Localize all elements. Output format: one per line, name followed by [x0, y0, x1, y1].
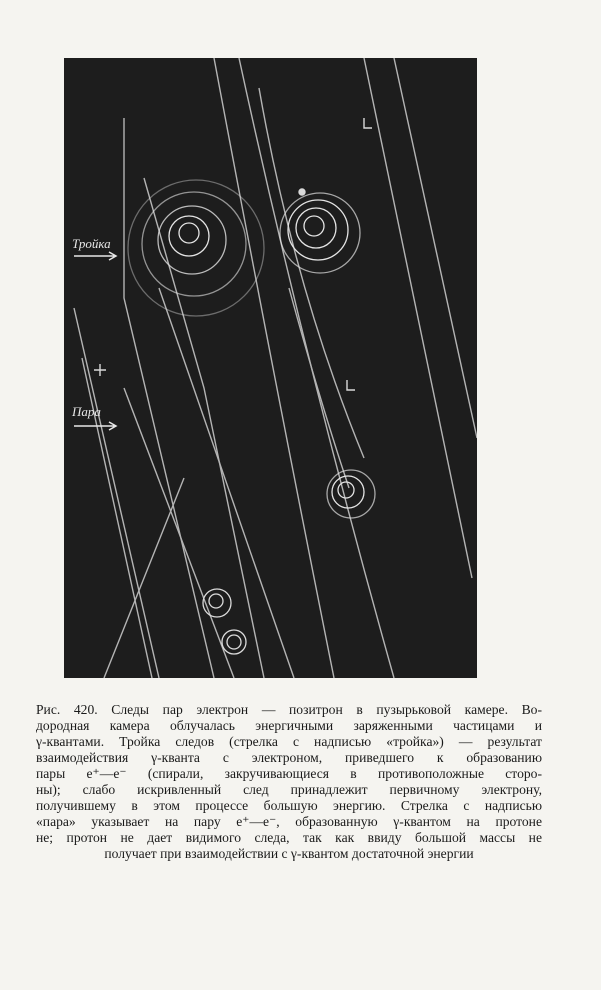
- caption-line: пары e⁺—e⁻ (спирали, закручивающиеся в противоположные сторо-: [36, 766, 542, 781]
- caption-line: γ-квантами. Тройка следов (стрелка с надписью «тройка») — результат: [36, 734, 542, 749]
- caption-line: дородная камера облучалась энергичными заряженными частицами и: [36, 718, 542, 733]
- figure-caption: [36, 702, 542, 862]
- caption-line: получает при взаимодействии с γ-квантом достаточной энергии: [104, 846, 474, 861]
- bubble-chamber-tracks: [64, 58, 477, 678]
- caption-line: получившему в этом процессе большую энергию. Стрелка с надписью: [36, 798, 542, 813]
- caption-line: не; протон не дает видимого следа, так как ввиду большой массы не: [36, 830, 542, 845]
- troika-label: Тройка: [72, 236, 111, 251]
- caption-line: взаимодействия γ-кванта с электроном, приведшего к образованию: [36, 750, 542, 765]
- caption-line: «пара» указывает на пару e⁺—e⁻, образованную γ-квантом на протоне: [36, 814, 542, 829]
- bubble-chamber-photo: [64, 58, 477, 678]
- caption-line: ны); слабо искривленный след принадлежит первичному электрону,: [36, 782, 542, 797]
- para-label: Пара: [72, 404, 101, 419]
- caption-line: Рис. 420. Следы пар электрон — позитрон в пузырьковой камере. Во-: [36, 702, 542, 717]
